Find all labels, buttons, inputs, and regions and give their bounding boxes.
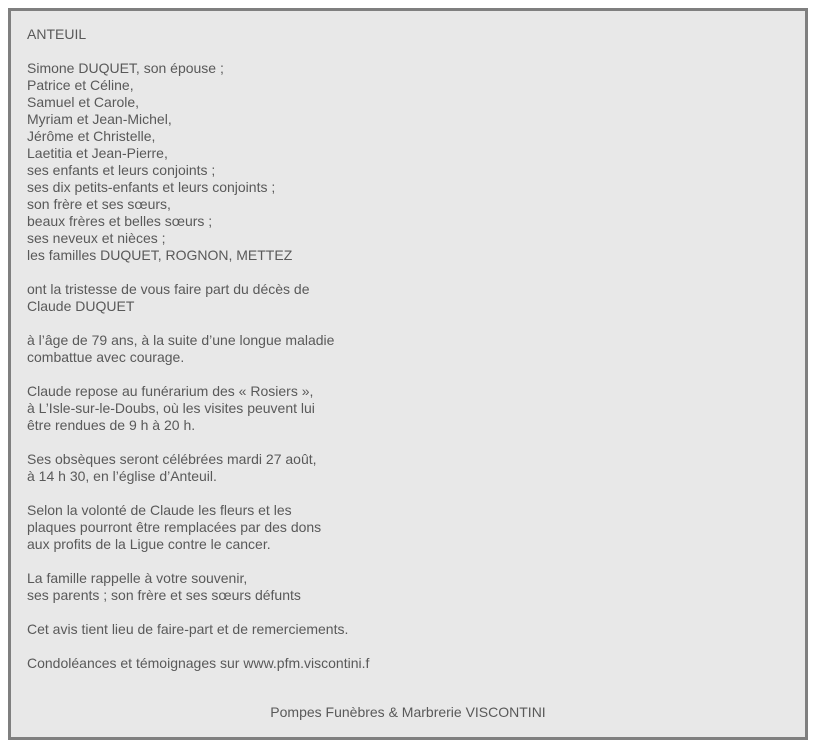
memory-line: ses parents ; son frère et ses sœurs défunts <box>27 587 301 603</box>
funeral-home-signature: Pompes Funèbres & Marbrerie VISCONTINI <box>270 704 546 720</box>
memory-paragraph <box>27 570 369 604</box>
thanks-paragraph <box>27 621 369 638</box>
family-line: Laetitia et Jean-Pierre, <box>27 145 168 161</box>
age-paragraph <box>27 332 369 366</box>
family-line: ses enfants et leurs conjoints ; <box>27 162 216 178</box>
age-line: combattue avec courage. <box>27 349 185 365</box>
obituary-notice <box>27 26 369 689</box>
thanks-line: Cet avis tient lieu de faire-part et de remerciements. <box>27 621 349 637</box>
family-line: son frère et ses sœurs, <box>27 196 171 212</box>
announcement-paragraph <box>27 281 369 315</box>
flowers-line: Selon la volonté de Claude les fleurs et les <box>27 502 292 518</box>
memory-line: La famille rappelle à votre souvenir, <box>27 570 248 586</box>
location-heading: ANTEUIL <box>27 26 87 42</box>
condolences-line: Condoléances et témoignages sur www.pfm.viscontini.f <box>27 655 370 671</box>
deceased-name: Claude DUQUET <box>27 298 135 314</box>
family-line: Jérôme et Christelle, <box>27 128 156 144</box>
funeral-line: à 14 h 30, en l’église d’Anteuil. <box>27 468 217 484</box>
announcement-line: ont la tristesse de vous faire part du décès de <box>27 281 310 297</box>
funeral-line: Ses obsèques seront célébrées mardi 27 août, <box>27 451 317 467</box>
family-line: beaux frères et belles sœurs ; <box>27 213 213 229</box>
family-list <box>27 60 369 264</box>
rest-line: être rendues de 9 h à 20 h. <box>27 417 196 433</box>
family-line: Myriam et Jean-Michel, <box>27 111 172 127</box>
family-line: ses neveux et nièces ; <box>27 230 166 246</box>
obituary-notice-frame <box>8 8 808 740</box>
family-line: Patrice et Céline, <box>27 77 134 93</box>
condolences-paragraph <box>27 655 369 672</box>
flowers-line: plaques pourront être remplacées par des dons <box>27 519 322 535</box>
rest-line: à L’Isle-sur-le-Doubs, où les visites peuvent lui <box>27 400 315 416</box>
rest-line: Claude repose au funérarium des « Rosiers », <box>27 383 314 399</box>
funeral-paragraph <box>27 451 369 485</box>
family-line: ses dix petits-enfants et leurs conjoints ; <box>27 179 276 195</box>
flowers-paragraph <box>27 502 369 553</box>
age-line: à l’âge de 79 ans, à la suite d’une longue maladie <box>27 332 335 348</box>
family-line: Samuel et Carole, <box>27 94 140 110</box>
rest-paragraph <box>27 383 369 434</box>
family-line: Simone DUQUET, son épouse ; <box>27 60 224 76</box>
family-line: les familles DUQUET, ROGNON, METTEZ <box>27 247 293 263</box>
flowers-line: aux profits de la Ligue contre le cancer. <box>27 536 271 552</box>
location-paragraph <box>27 26 369 43</box>
